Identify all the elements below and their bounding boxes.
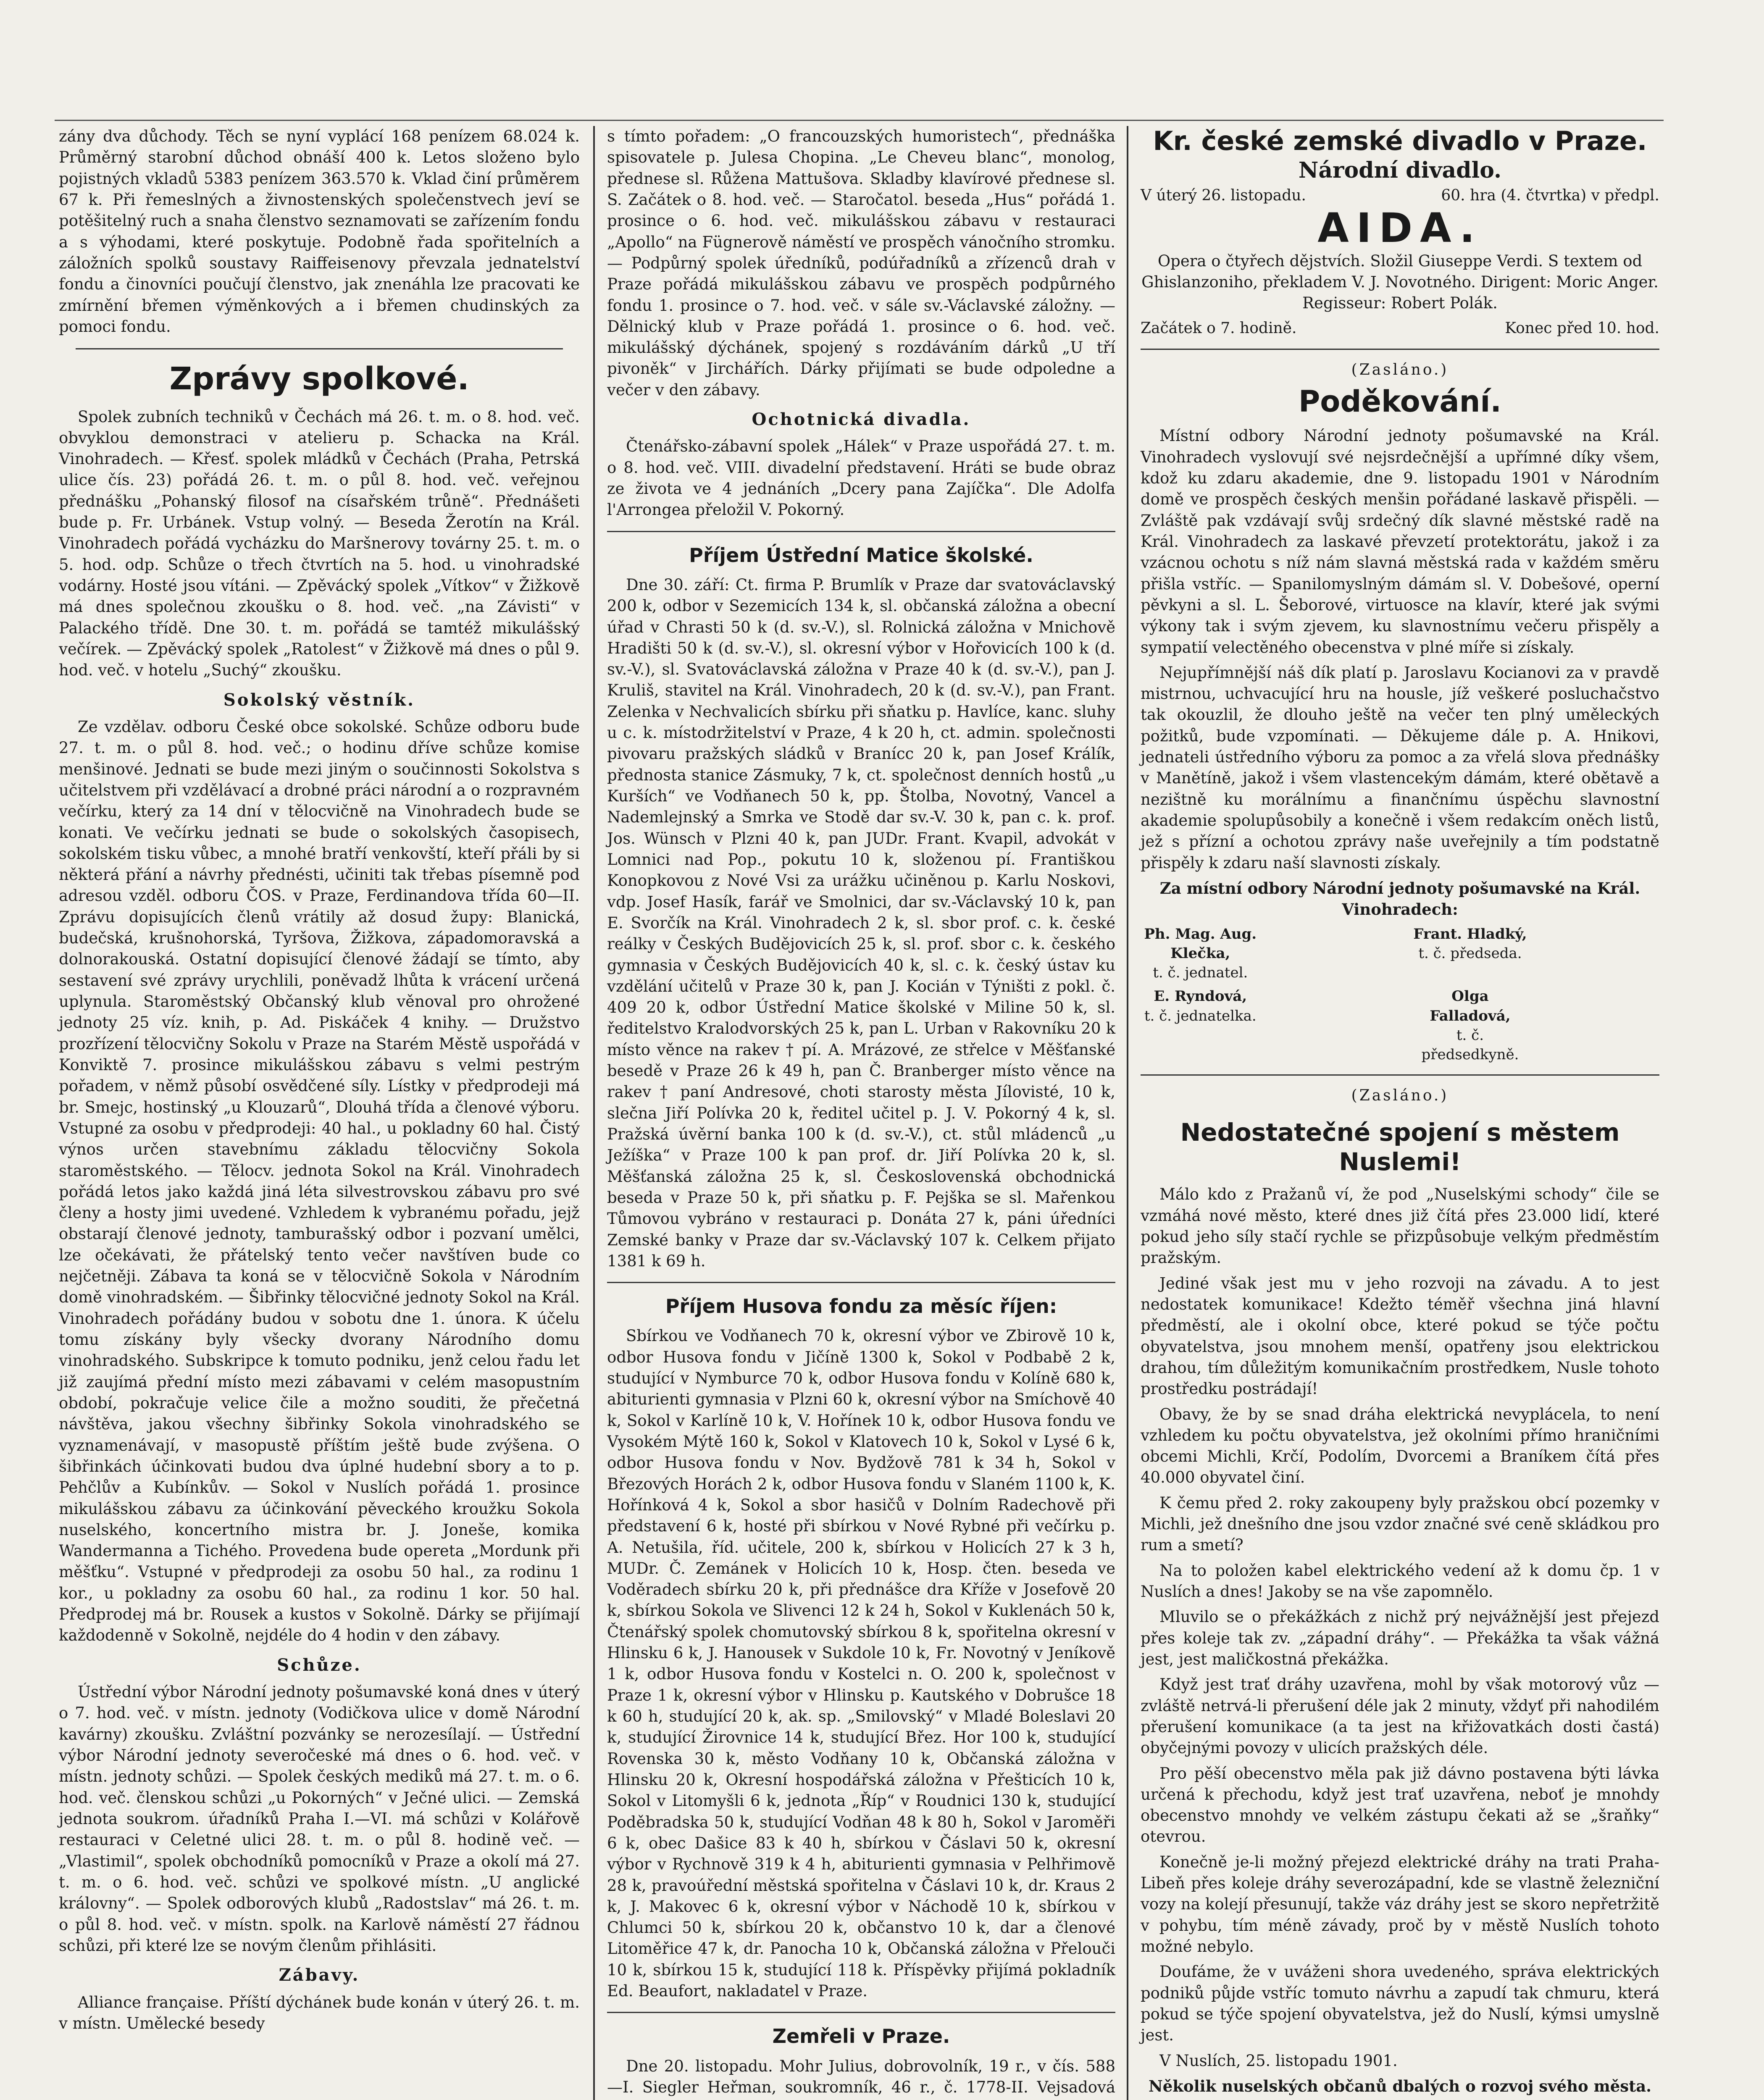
signature-role: t. č. jednatelka. bbox=[1144, 1007, 1257, 1024]
theatre-subtitle: Národní divadlo. bbox=[1298, 158, 1502, 184]
column-3 bbox=[1141, 126, 1659, 2100]
nusle-text-1: Málo kdo z Pražanů ví, že pod „Nuselskými schody“ čile se vzmáhá nové město, které dnes již čítá přes 23.000 lidí, které pokud jeho síly stačí rychle se přizpůsobuje velkým předměstím pražským. bbox=[1141, 1185, 1659, 1267]
continued-program-text: s tímto pořadem: „O francouzských humoristech“, přednáška spisovatele p. Julesa Chopina. „Le Cheveu blanc“, monolog, přednese sl. Růžena Mattušova. Skladby klavírové přednese sl. S. Začátek o 8. hod. več. — Staročatol. beseda „Hus“ pořádá 1. prosince o 6. hod. več. mikulášskou zábavu v restauraci „Apollo“ na Fügnerově náměstí ve prospěch vánočního stromku. — Podpůrný spolek úředníků, podúřadníků a zřízenců drah v Praze pořádá mikulášskou zábavu ve prospěch podpůrného fondu 1. prosince o 7. hod. več. v sále sv.-Václavské záložny. — Dělnický klub v Praze pořádá 1. prosince o 6. hod. več. mikulášský dýchánek, spojený s rozdáváním dárků „U tří pivoněk“ v Jirchářích. Dárky přijímati se bude odpoledne a večer v den zábavy. bbox=[607, 127, 1115, 399]
society-news-text: Spolek zubních techniků v Čechách má 26. t. m. o 8. hod. več. obvyklou demonstraci v atelieru p. Schacka na Král. Vinohradech. — Křesť. spolek mládků v Čechách (Praha, Petrská ulice čís. 23) pořádá 26. t. m. o půl 8. hod. več. veřejnou přednášku „Pohanský filosof na císařském trůně“. Přednášeti bude p. Fr. Urbánek. Vstup volný. — Beseda Žerotín na Král. Vinohradech pořádá vycházku do Maršnerovy továrny 25. t. m. o 5. hod. odp. Schůze o třech čtvrtích na 5. hod. u vinohradské vodárny. Hosté jsou vítáni. — Zpěvácký spolek „Vítkov“ v Žižkově má dnes společnou zkoušku o 8. hod. več. „na Závisti“ v Palackého třídě. Dne 30. t. m. pořádá se tamtéž mikulášský večírek. — Zpěvácký spolek „Ratolest“ v Žižkově má dnes o půl 9. hod. več. v hotelu „Suchý“ zkoušku. bbox=[59, 407, 580, 680]
theatre-time-row bbox=[1141, 318, 1659, 339]
amateur-theatre-text: Čtenářsko-zábavní spolek „Hálek“ v Praze uspořádá 27. t. m. o 8. hod. več. VIII. divadelní představení. Hráti se bude obraz ze života ve 4 jednáních „Dcery pana Zajíčka“. Dle Adolfa l'Arrongea přeložil V. Pokorný. bbox=[607, 437, 1115, 519]
heading-sokol-bulletin: Sokolský věstník. bbox=[223, 690, 415, 710]
column-rule-2 bbox=[1127, 126, 1128, 2100]
signature-name: Ph. Mag. Aug. Klečka, bbox=[1144, 925, 1257, 962]
signature-row-2 bbox=[1141, 987, 1659, 1064]
top-rule bbox=[55, 120, 1664, 121]
signature-role: t. č. předsedkyně. bbox=[1421, 1026, 1519, 1063]
thanks-text-2: Nejupřímnější náš dík platí p. Jaroslavu Kocianovi za v pravdě mistrnou, uchvacující hru na housle, jíž veškeré posluchačstvo tak okouzlil, že dlouho ještě na večer ten plný uměleckých požitků, bude vzpomínati. — Děkujeme dále p. A. Hnikovi, jednateli ústředního výboru za pomoc a za vřelá slova přednášky v Manětíně, jakož i všem vlastencekým dámám, které obětavě a nezištně ku morálnímu a finančnímu úspěchu slavnostní akademie spolupůsobily a konečně i všem redakcím oněch listů, jež s přízní a ochotou zprávy naše uveřejnily a tím podstatně přispěly k zdaru naší slavnosti získaly. bbox=[1141, 663, 1659, 872]
pension-fund-text: zány dva důchody. Těch se nyní vyplácí 168 penízem 68.024 k. Průměrný starobní důchod obnáší 400 k. Letos složeno bylo pojistných vkladů 5383 penízem 363.570 k. Vklad činí průměrem 67 k. Při řemeslných a živnostenských společenstvech jeví se potěšitelný ruch a snaha členstvo seznamovati se zařízením fondu a s výhodami, které poskytuje. Podobně řada spořitelních a záložních spolků soustavy Raiffeisenovy převzala jednatelství fondu a činovníci poučují členstvo, jak znenáhla lze pracovati ke zmírnění břemen výměnkových a i břemen chudinských za pomoci fondu. bbox=[59, 127, 580, 336]
theatre-subscription: 60. hra (4. čtvrtka) v předpl. bbox=[1441, 187, 1659, 205]
heading-amateur-theatre: Ochotnická divadla. bbox=[752, 410, 971, 430]
entertainment-text: Alliance française. Příští dýchánek bude konán v úterý 26. t. m. v místn. Umělecké besedy bbox=[59, 1993, 580, 2032]
heading-insufficient-connection: Nedostatečné spojení s městem Nuslemi! bbox=[1180, 1118, 1620, 1176]
matice-income-text: Dne 30. září: Ct. firma P. Brumlík v Praze dar svatováclavský 200 k, odbor v Sezemicích 134 k, sl. občanská záložna a obecní úřad v Chrasti 50 k (d. sv.-V.), sl. Rolnická záložna v Mnichově Hradišti 50 k (d. sv.-V.), sl. okresní výbor v Hořovicích 100 k (d. sv.-V.), sl. Svatováclavská záložna v Praze 40 k (d. sv.-V.), pan J. Kruliš, stavitel na Král. Vinohradech, 20 k (d. sv.-V.), pan Frant. Zelenka v Nechvalicích sbírku při sňatku p. Havlíce, kanc. sluhy u c. k. místodržitelství v Praze, 4 k 20 h, ct. admin. společnosti pivovaru pražských sládků v Branícc 20 k, pan Josef Králík, přednosta stanice Zásmuky, 7 k, ct. společnost denních hostů „u Kurších“ ve Vodňanech 50 k, pp. Štolba, Novotný, Vancel a Nademlejnský a Smrka ve Stodě dar sv.-V. 30 k, pan c. k. prof. Jos. Wünsch v Plzni 40 k, pan JUDr. Frant. Kvapil, advokát v Lomnici nad Pop., pokutu 10 k, složenou pí. Františkou Konopkovou z Nové Vsi za urážku učiněnou p. Karlu Noskovi, vdp. Josef Hasík, farář ve Smolnici, dar sv.-Václavský 10 k, pan E. Svorčík na Král. Vinohradech 2 k, sl. sbor prof. c. k. české reálky v Českých Budějovicích 25 k, sl. prof. sbor c. k. českého gymnasia v Českých Budějovicích 40 k, sl. c. k. český ústav ku vzdělání učitelů v Praze 30 k, pan J. Kocián v Týništi z pokl. č. 409 20 k, odbor Ústřední Matice školské v Miline 50 k, sl. ředitelstvo Kralodvorských 25 k, pan L. Urban v Rakovníku 20 k místo věnce na rakev † pí. A. Mrázové, ze střelce v Měšťanské besedě v Praze 26 k 49 h, pan Č. Branberger místo věnce na rakev † paní Andresové, choti starosty města Jílovisté, 10 k, slečna Jiří Polívka 20 k, ředitel učitel p. J. V. Pokorný 4 k, sl. Pražská úvěrní banka 100 k (d. sv.-V.), ct. stůl mládenců „u Ježíška“ v Praze 100 k pan prof. dr. Jiří Polívka 20 k, sl. Měšťanská záložna 25 k, sl. Československá obchodnická beseda v Praze 50 k, při sňatku p. F. Pejška se sl. Mařenkou Tůmovou vybráno v restauraci p. Donáta 27 k, páni úředníci Zemské banky v Praze dar sv.-Václavský 107 k. Celkem přijato 1381 k 69 h. bbox=[607, 575, 1115, 1270]
heading-entertainment: Zábavy. bbox=[279, 1965, 360, 1985]
nusle-signoff: Několik nuselských občanů dbalých o rozvoj svého města. bbox=[1148, 2076, 1652, 2095]
theatre-start: Začátek o 7. hodině. bbox=[1141, 319, 1297, 337]
theatre-date-row bbox=[1141, 186, 1659, 206]
sent-in-label: (Zasláno.) bbox=[1351, 361, 1449, 379]
divider bbox=[607, 2012, 1115, 2013]
nusle-dateline: V Nuslích, 25. listopadu 1901. bbox=[1159, 2051, 1398, 2070]
signature-role: t. č. předseda. bbox=[1418, 945, 1522, 962]
nusle-text-3: Obavy, že by se snad dráha elektrická nevyplácela, to není vzhledem ku počtu obyvatelstva, jež okolními přímo hraničními obcemi Michli, Krčí, Podolím, Dvorcemi a Braníkem čítá přes 40.000 obyvatel činí. bbox=[1141, 1405, 1659, 1487]
thanks-signoff: Za místní odbory Národní jednoty pošumavské na Král. Vinohradech: bbox=[1159, 879, 1640, 919]
nusle-text-10: Doufáme, že v uváženi shora uvedeného, správa elektrických podniků půjde vstříc tomuto návrhu a zapudí tak chmuru, která pokud se týče spojení obyvatelstva, jež do Nuslí, kýmsi umyslně jest. bbox=[1141, 1963, 1659, 2045]
theatre-title: Kr. české zemské divadlo v Praze. bbox=[1153, 126, 1647, 156]
signature-role: t. č. jednatel. bbox=[1153, 964, 1248, 982]
opera-title: AIDA. bbox=[1317, 204, 1483, 252]
heading-hus-fund-income: Příjem Husova fondu za měsíc říjen: bbox=[665, 1295, 1057, 1318]
divider bbox=[1141, 349, 1659, 350]
heading-deaths-prague: Zemřeli v Praze. bbox=[772, 2025, 950, 2048]
nusle-text-2: Jediné však jest mu v jeho rozvoji na závadu. A to jest nedostatek komunikace! Kdežto téměř všechna jiná hlavní předměstí, ale i okolní obce, které pokud se týče počtu obyvatelstva, jsou mnohem menší, opatřeny jsou elektrickou drahou, tím důležitým komunikačním prostředkem, Nusle tohoto prostředku postrádají! bbox=[1141, 1274, 1659, 1398]
divider bbox=[76, 348, 563, 349]
nusle-text-7: Když jest trať dráhy uzavřena, mohl by však motorový vůz — zvláště netrvá-li přerušení déle jak 2 minuty, vždyť při nahodilém přerušení komunikace (a ta jest na křižovatkách dosti častá) obyčejnými povozy v ulicích pražských déle. bbox=[1141, 1675, 1659, 1757]
signature-name: E. Ryndová, bbox=[1154, 988, 1247, 1005]
signature-name: Olga Falladová, bbox=[1430, 988, 1511, 1024]
divider bbox=[607, 531, 1115, 532]
signature-name: Frant. Hladký, bbox=[1413, 925, 1527, 942]
theatre-date: V úterý 26. listopadu. bbox=[1141, 187, 1306, 205]
hus-fund-income-text: Sbírkou ve Vodňanech 70 k, okresní výbor ve Zbirově 10 k, odbor Husova fondu v Jičíně 1300 k, Sokol v Podbabě 2 k, studující v Nymburce 70 k, odbor Husova fondu v Kolíně 680 k, abiturienti gymnasia v Plzni 60 k, okresní výbor na Smíchově 40 k, Sokol v Karlíně 10 k, V. Hořínek 10 k, odbor Husova fondu ve Vysokém Mýtě 160 k, Sokol v Klatovech 10 k, Sokol v Lysé 6 k, odbor Husova fondu v Nov. Bydžově 781 k 34 h, Sokol v Březových Horách 2 k, odbor Husova fondu v Slaném 1100 k, K. Hořínková 4 k, Sokol a sbor hasičů v Dolním Radechově při představení 6 k, hosté při sbírkou v Nové Rybné při večírku p. A. Netušila, říd. učitele, 200 k, sbírkou v Holicích 27 k 3 h, MUDr. Č. Zemánek v Holicích 10 k, Hosp. čten. beseda ve Voděradech sbírku 20 k, při přednášce dra Kříže v Josefově 20 k, sbírkou Sokola ve Slivenci 12 k 24 h, Sokol v Kuklenách 50 k, Čtenářský spolek chomutovský sbírkou 8 k, spořitelna okresní v Hlinsku 6 k, J. Hanousek v Sukdole 10 k, Fr. Novotný v Jeníkově 1 k, odbor Husova fondu v Kostelci n. O. 200 k, společnost v Praze 1 k, okresní výbor v Hlinsku p. Kautského v Dobrušce 18 k 60 h, studující 20 k, ak. sp. „Smilovský“ v Mladé Boleslavi 20 k, studující Žirovnice 14 k, studující Břez. Hor 100 k, studující Rovenska 30 k, město Vodňany 10 k, Občanská záložna v Hlinsku 20 k, Okresní hospodářská záložna v Přešticích 10 k, Sokol v Litomyšli 6 k, jednota „Říp“ v Roudnici 130 k, studující Poděbradska 50 k, studující Vodňan 48 k 80 h, Sokol v Jaroměři 6 k, obec Dašice 83 k 40 h, sbírkou v Čáslavi 50 k, okresní výbor v Rychnově 319 k 4 h, abiturienti gymnasia v Pelhřimově 28 k, pravoúřední městská spořitelna v Čáslavi 10 k, dr. Kraus 2 k, J. Makovec 6 k, okresní výbor v Náchodě 10 k, sbírkou v Chlumci 50 k, sbírkou 20 k, občanstvo 10 k, dar a členové Litoměřice 47 k, dr. Panocha 10 k, Občanská záložna v Přelouči 10 k, sbírkou 15 k, studující 118 k. Příspěvky přijímá pokladník Ed. Beaufort, nakladatel v Praze. bbox=[607, 1327, 1115, 2000]
signature-row-1 bbox=[1141, 924, 1659, 983]
deaths-prague-text: Dne 20. listopadu. Mohr Julius, dobrovolník, 19 r., v čís. 588—I. Siegler Heřman, soukromník, 46 r., č. 1778-II. Vejsadová bbox=[607, 2057, 1115, 2096]
thanks-text-1: Místní odbory Národní jednoty pošumavské na Král. Vinohradech vyslovují své nejsrdečnější a upřímné díky všem, kdož ku zdaru akademie, dne 9. listopadu 1901 v Národním domě ve prospěch českých menšin pořádané laskavě přispěli. — Zvláště pak vzdávají svůj srdečný dík slavné městské radě na Král. Vinohradech za laskavé převzetí protektorátu, jakož i za vzácnou ochotu s níž nám slavná městská rada v každém směru přišla vstříc. — Spanilomyslným dámám sl. V. Dobešové, operní pěvkyni a sl. L. Šeborové, virtuosce na klavír, které jak svými výkony tak i svým zjevem, ku slavnostnímu večeru přispěly a sympatií velectěného obecenstva v plné míře si získaly. bbox=[1141, 427, 1659, 656]
column-2 bbox=[607, 126, 1115, 2100]
column-1 bbox=[59, 126, 580, 2038]
heading-thanks: Poděkování. bbox=[1298, 384, 1502, 419]
opera-description: Opera o čtyřech dějstvích. Složil Giuseppe Verdi. S textem od Ghislanzoniho, překladem V. J. Novotného. Dirigent: Moric Anger. Regisseur: Robert Polák. bbox=[1141, 252, 1659, 312]
nusle-text-6: Mluvilo se o překážkách z nichž prý nejvážnější jest přejezd přes koleje tak zv. „západní dráhy“. — Překážka ta však vážná jest, jest maličkostná překážka. bbox=[1141, 1608, 1659, 1668]
nusle-text-4: K čemu před 2. roky zakoupeny byly pražskou obcí pozemky v Michli, jež dnešního dne jsou vzdor značné své ceně skládkou pro rum a smetí? bbox=[1141, 1494, 1659, 1554]
nusle-text-9: Konečně je-li možný přejezd elektrické dráhy na trati Praha-Libeň přes koleje dráhy severozápadní, kde se vlastně železniční vozy na kolejí přesunují, takže váz dráhy jest se skoro nepřetržitě v pohybu, tím méně závady, proč by v městě Nuslích tohoto možné nebylo. bbox=[1141, 1853, 1659, 1956]
nusle-text-5: Na to položen kabel elektrického vedení až k domu čp. 1 v Nuslích a dnes! Jakoby se na vše zapomnělo. bbox=[1141, 1561, 1659, 1601]
heading-meetings: Schůze. bbox=[277, 1655, 362, 1675]
divider bbox=[607, 1282, 1115, 1283]
heading-matice-income: Příjem Ústřední Matice školské. bbox=[689, 543, 1033, 567]
divider bbox=[1141, 1074, 1659, 1076]
sokol-bulletin-text: Ze vzdělav. odboru České obce sokolské. Schůze odboru bude 27. t. m. o půl 8. hod. več.; o hodinu dříve schůze komise menšinové. Jednati se bude mezi jiným o součinnosti Sokolstva s učitelstvem při vzdělávací a drobné práci národní a o rozpravném večírku, který za 14 dní v tělocvičně na Vinohradech bude se konati. Ve večírku jednati se bude o sokolských časopisech, sokolském tisku vůbec, a mnohé bratří venkovští, kteří přáli by si některá přání a návrhy přednésti, učiniti tak třebas písemně pod adresou vzděl. odboru ČOS. v Praze, Ferdinandova třída 60—II. Zprávu dopisujících členů vrátily až dosud župy: Blanická, budečská, krušnohorská, Tyršova, Žižkova, západomoravská a dolnorakouská. Ostatní dopisující členové žádají se tímto, aby sestavení své zprávy urychlili, poněvadž lhůta k vrácení určená uplynula. Staroměstský Občanský klub věnoval pro ohrožené jednoty 25 víz. knih, p. Ad. Piskáček 4 knihy. — Družstvo prozřízení tělocvičny Sokolu v Praze na Starém Městě uspořádá v Konviktě 7. prosince mikulášskou zábavu s velmi pestrým pořadem, v němž působí osvědčené síly. Lístky v předprodeji má br. Smejc, hostinský „u Klouzarů“, Dlouhá třída a členové výboru. Vstupné za osobu v předprodeji: 40 hal., u pokladny 60 hal. Čistý výnos určen stavebnímu základu tělocvičny Sokola staroměstského. — Tělocv. jednota Sokol na Král. Vinohradech pořádá letos jako každá jiná léta silvestrovskou zábavu pro své členy a hosty jimi uvedené. Vzhledem k vybranému pořadu, jejž obstarají členové jednoty, tamburašský odbor i pozvaní umělci, lze očekávati, že přátelský tento večer navštíven bude co nejčetněji. Zábava ta koná se v tělocvičně Sokola v Národním domě vinohradském. — Šibřinky tělocvičné jednoty Sokol na Král. Vinohradech pořádány budou v sobotu dne 1. února. K účelu tomu získány byly všecky dvorany Národního domu vinohradského. Subskripce k tomuto podniku, jenž celou řadu let již zaujímá přední místo mezi zábavami v celém masopustním období, pokračuje velice čile a možno souditi, že přečetná návštěva, jakou všechny šibřinky Sokola vinohradského se vyznamenávají, v masopustě příštím ještě bude zvýšena. O šibřinkách účinkovati budou dva úplné hudební sbory a to p. Pehčlův a Kubínkův. — Sokol v Nuslích pořádá 1. prosince mikulášskou zábavu za účinkování pěveckého kroužku Sokola nuselského, koncertního mistra br. J. Joneše, komika Wandermanna a Tichého. Provedena bude opereta „Mordunk při měšťku“. Vstupné v předprodeji za osobu 50 hal., za rodinu 1 kor., u pokladny za osobu 60 hal., za rodinu 1 kor. 50 hal. Předprodej má br. Rousek a kustos v Sokolně. Dárky se přijímají každodenně v Sokolně, nejdéle do 4 hodin v den zábavy. bbox=[59, 717, 580, 1645]
nusle-text-8: Pro pěší obecenstvo měla pak již dávno postavena býti lávka určená k přechodu, když jest trať uzavřena, neboť je mnohdy obecenstvo mnohdy ve velkém zástupu čekati až se „šraňky“ otevrou. bbox=[1141, 1764, 1659, 1846]
heading-society-news: Zprávy spolkové. bbox=[169, 361, 469, 397]
meetings-text: Ústřední výbor Národní jednoty pošumavské koná dnes v úterý o 7. hod. več. v místn. jednoty (Vodičkova ulice v domě Národní kavárny) zkoušku. Zvláštní pozvánky se nerozesílají. — Ústřední výbor Národní jednoty severočeské má dnes o 6. hod. več. v místn. jednoty schůzi. — Spolek českých mediků má 27. t. m. o 6. hod. več. členskou schůzi „u Pokorných“ v Ječné ulici. — Zemská jednota soukrom. úřadníků Praha I.—VI. má schůzi v Kolářově restauraci v Celetné ulici 28. t. m. o půl 8. hodině več. — „Vlastimil“, spolek obchodníků pomocníků v Praze a okolí má 27. t. m. o 6. hod. več. schůzi ve spolkové místn. „U anglické královny“. — Spolek odborových klubů „Radostslav“ má 26. t. m. o půl 8. hod. več. v místn. spolk. na Karlově náměstí 27 řádnou schůzi, při které lze se novým členům přihlásiti. bbox=[59, 1683, 580, 1955]
theatre-end: Konec před 10. hod. bbox=[1505, 319, 1659, 337]
column-rule-1 bbox=[593, 126, 595, 2100]
sent-in-label: (Zasláno.) bbox=[1351, 1087, 1449, 1105]
